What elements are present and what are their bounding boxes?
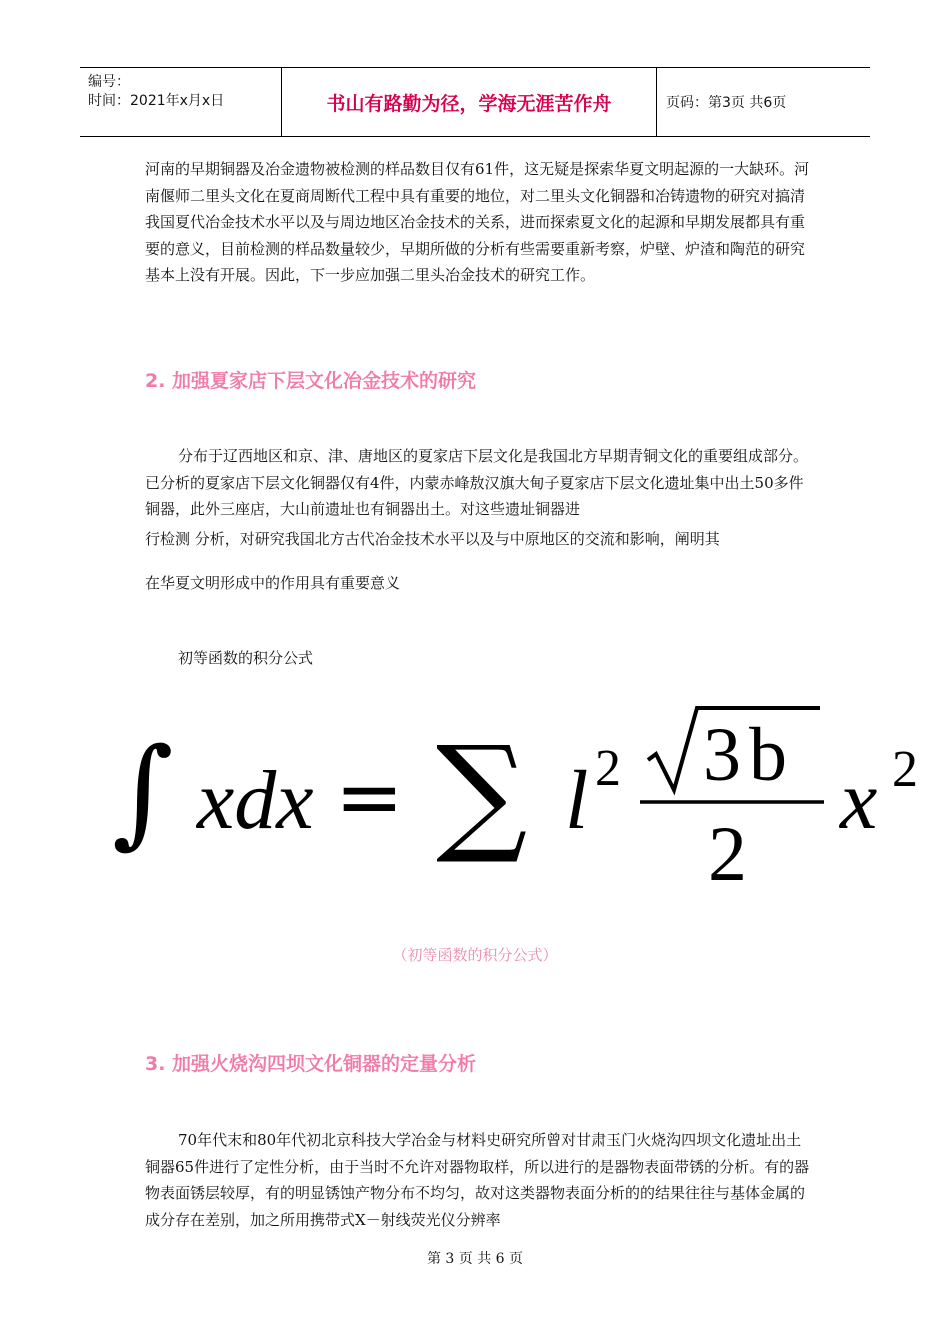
- time-label: 时间：2021年x月x日: [88, 93, 225, 109]
- paragraph-xiajiadian: 分布于辽西地区和京、津、唐地区的夏家店下层文化是我国北方早期青铜文化的重要组成部分。已分析的夏家店下层文化铜器仅有4件，内蒙赤峰敖汉旗大甸子夏家店下层文化遗址集中出土50多件铜器，此外三座店，大山前遗址也有铜器出土。对这些遗址铜器进: [145, 447, 809, 518]
- paragraph-huoshaogou: 70年代末和80年代初北京科技大学冶金与材料史研究所曾对甘肃玉门火烧沟四坝文化遗址出土铜器65件进行了定性分析，由于当时不允许对器物取样，所以进行的是器物表面带锈的分析。有的器物表面锈层较厚，有的明显锈蚀产物分布不均匀，故对这类器物表面分析的的结果往往与基体金属的成分存在差别，加之所用携带式X－射线荧光仪分辨率: [145, 1131, 810, 1229]
- paragraph-xiajiadian-line5: 在华夏文明形成中的作用具有重要意义: [145, 574, 401, 592]
- formula-numerator: 3b: [703, 713, 795, 797]
- header-motto: 书山有路勤为径，学海无涯苦作舟: [326, 92, 612, 115]
- formula-lhs: xdx: [197, 754, 314, 847]
- formula-caption: （初等函数的积分公式）: [392, 946, 558, 964]
- section-heading-3: 3. 加强火烧沟四坝文化铜器的定量分析: [145, 1053, 477, 1075]
- formula-sum: ∑: [436, 719, 528, 868]
- section-heading-2: 2. 加强夏家店下层文化冶金技术的研究: [145, 370, 477, 392]
- header-page-info: 页码：第3页 共6页: [666, 95, 787, 111]
- integral-sign: ∫: [112, 722, 174, 860]
- formula-intro: 初等函数的积分公式: [178, 649, 314, 667]
- formula-x-exponent: 2: [892, 741, 918, 798]
- formula-x: x: [840, 754, 878, 847]
- formula-denominator: 2: [708, 810, 747, 897]
- header-meta: [80, 68, 282, 136]
- formula-l: l: [565, 754, 589, 847]
- page-header: [80, 67, 870, 137]
- formula-equals: =: [335, 750, 404, 845]
- paragraph-xiajiadian-line4: 行检测 分析，对研究我国北方古代冶金技术水平以及与中原地区的交流和影响，阐明其: [145, 530, 720, 548]
- number-label: 编号：: [88, 74, 130, 90]
- header-motto-cell: [282, 68, 657, 136]
- page-footer: 第 3 页 共 6 页: [426, 1251, 524, 1267]
- paragraph-erlitou: 河南的早期铜器及冶金遗物被检测的样品数目仅有61件，这无疑是探索华夏文明起源的一大缺环。河南偃师二里头文化在夏商周断代工程中具有重要的地位，对二里头文化铜器和冶铸遗物的研究对搞清我国夏代冶金技术水平以及与周边地区冶金技术的关系，进而探索夏文化的起源和早期发展都具有重要的意义，目前检测的样品数量较少，早期所做的分析有些需要重新考察，炉壁、炉渣和陶范的研究基本上没有开展。因此，下一步应加强二里头冶金技术的研究工作。: [145, 160, 810, 284]
- formula-l-exponent: 2: [595, 740, 621, 797]
- integral-formula: [100, 690, 950, 900]
